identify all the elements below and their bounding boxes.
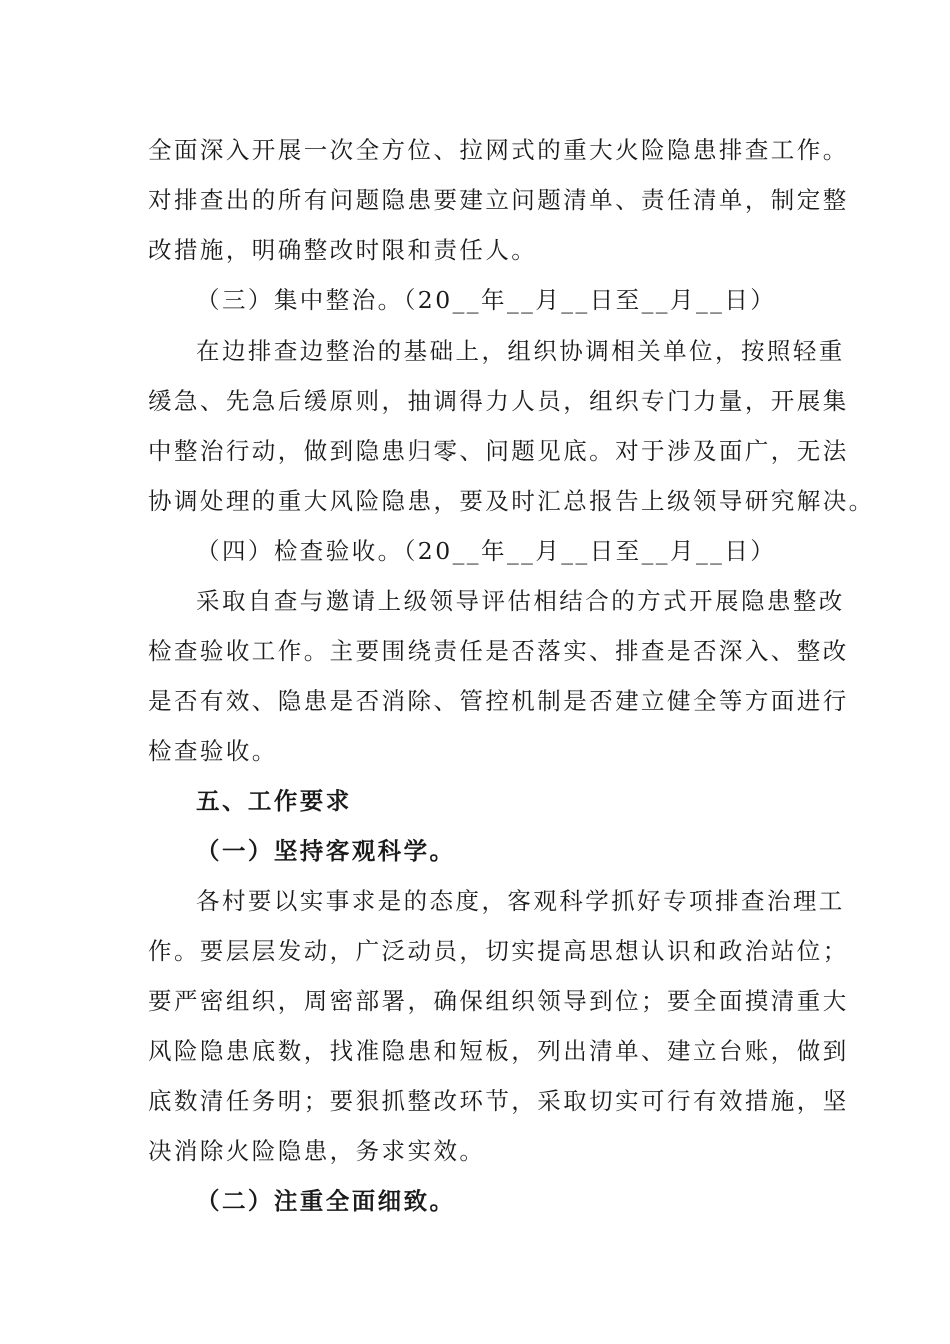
paragraph-line: 中整治行动，做到隐患归零、问题见底。对于涉及面广，无法 (148, 437, 849, 465)
paragraph-line: 协调处理的重大风险隐患，要及时汇总报告上级领导研究解决。 (148, 487, 875, 515)
paragraph-line: 底数清任务明；要狠抓整改环节，采取切实可行有效措施，坚 (148, 1087, 849, 1115)
paragraph-line: 改措施，明确整改时限和责任人。 (148, 236, 538, 264)
paragraph-line: 全面深入开展一次全方位、拉网式的重大火险隐患排查工作。 (148, 136, 849, 164)
section-heading: （一）坚持客观科学。 (196, 837, 456, 865)
section-heading: （四）检查验收。（20__年__月__日至__月__日） (196, 537, 777, 565)
paragraph-line: 检查验收。 (148, 737, 278, 765)
paragraph-line: 风险隐患底数，找准隐患和短板，列出清单、建立台账，做到 (148, 1037, 849, 1065)
paragraph-line: 各村要以实事求是的态度，客观科学抓好专项排查治理工 (196, 887, 845, 915)
section-heading: （三）集中整治。（20__年__月__日至__月__日） (196, 286, 777, 314)
paragraph-line: 检查验收工作。主要围绕责任是否落实、排查是否深入、整改 (148, 637, 849, 665)
paragraph-line: 采取自查与邀请上级领导评估相结合的方式开展隐患整改 (196, 587, 845, 615)
paragraph-line: 决消除火险隐患，务求实效。 (148, 1137, 486, 1165)
paragraph-line: 是否有效、隐患是否消除、管控机制是否建立健全等方面进行 (148, 687, 849, 715)
paragraph-line: 缓急、先急后缓原则，抽调得力人员，组织专门力量，开展集 (148, 387, 849, 415)
section-heading: （二）注重全面细致。 (196, 1187, 456, 1215)
paragraph-line: 对排查出的所有问题隐患要建立问题清单、责任清单，制定整 (148, 186, 849, 214)
paragraph-line: 作。要层层发动，广泛动员，切实提高思想认识和政治站位； (148, 937, 849, 965)
chapter-heading: 五、工作要求 (196, 787, 352, 815)
paragraph-line: 在边排查边整治的基础上，组织协调相关单位，按照轻重 (196, 337, 845, 365)
paragraph-line: 要严密组织，周密部署，确保组织领导到位；要全面摸清重大 (148, 987, 849, 1015)
